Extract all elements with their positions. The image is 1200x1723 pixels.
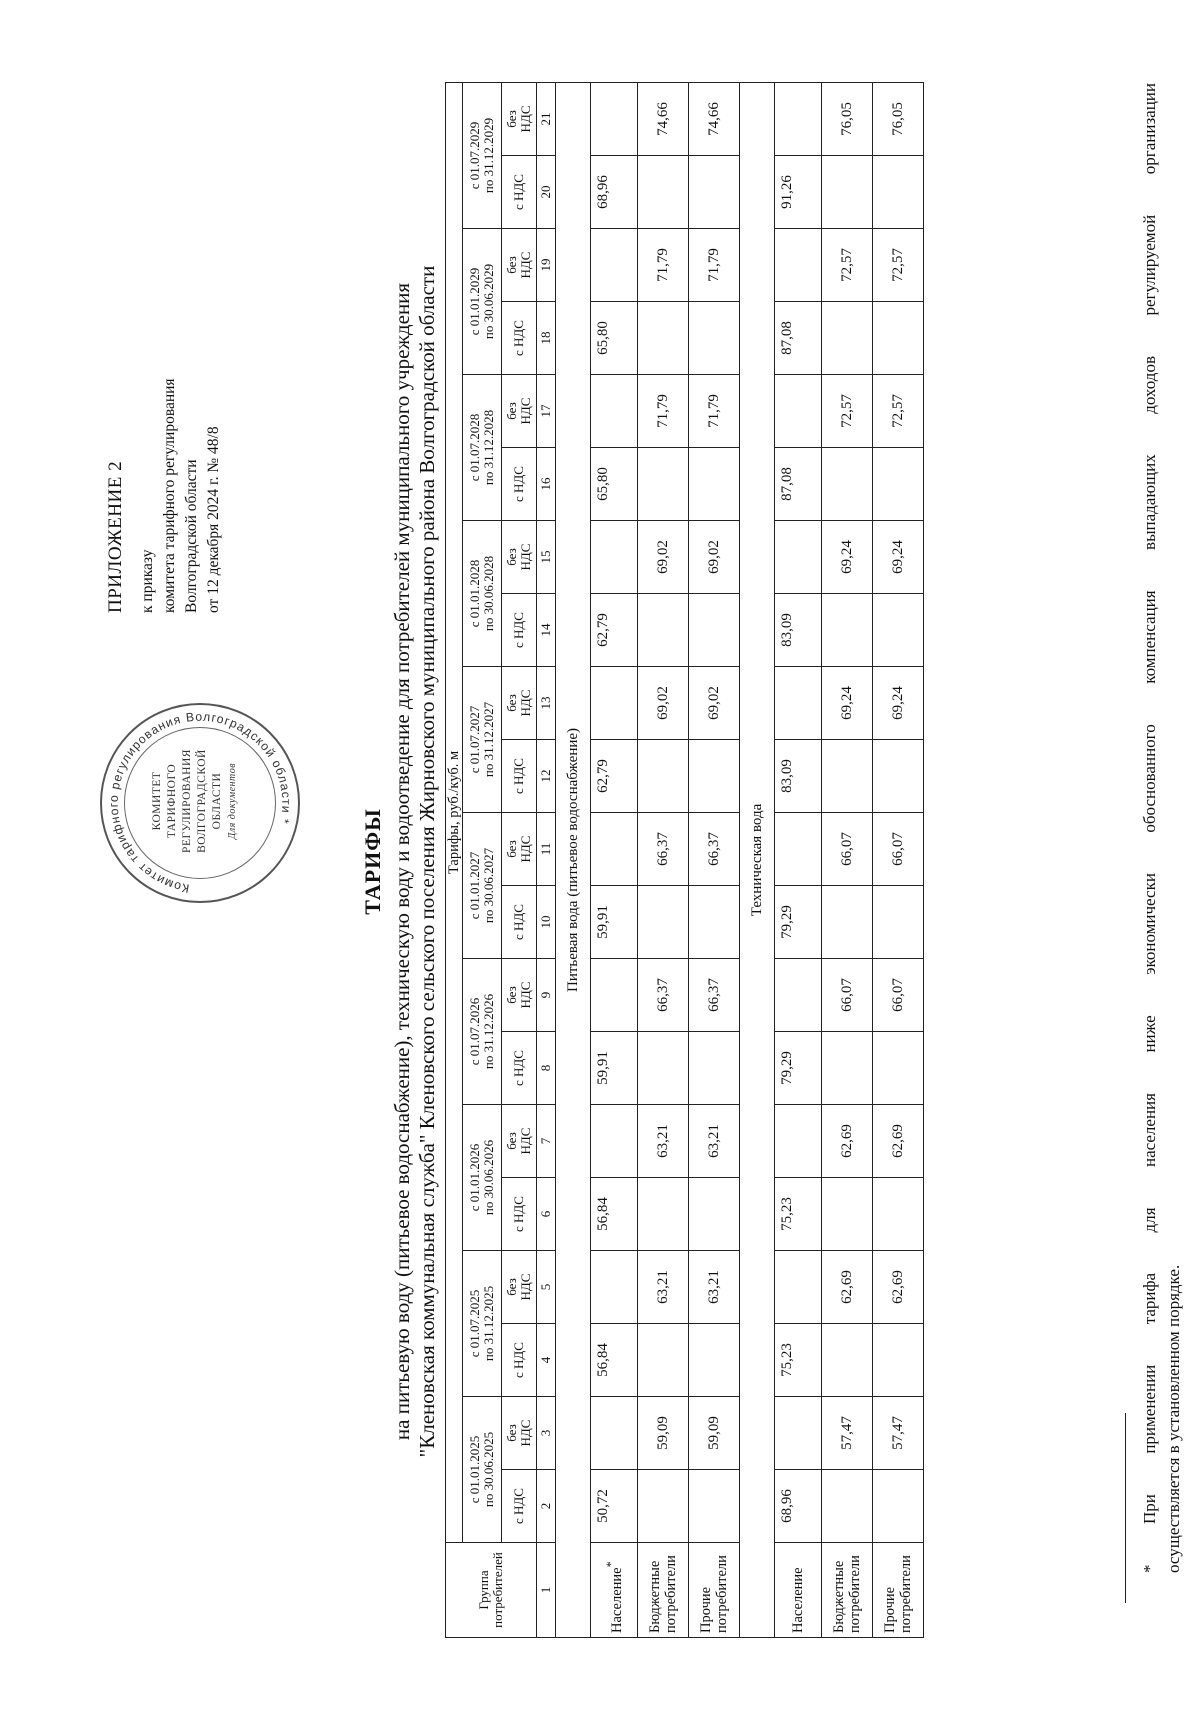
tariff-value: 79,29 <box>775 886 822 959</box>
period-header: с 01.01.2027 по 30.06.2027 <box>463 813 502 959</box>
tariff-value <box>591 959 638 1032</box>
tariff-value: 72,57 <box>822 229 873 302</box>
tariff-value <box>873 1324 924 1397</box>
column-number: 15 <box>537 521 556 594</box>
tariff-value <box>638 886 689 959</box>
column-number: 6 <box>537 1178 556 1251</box>
tariff-value: 62,69 <box>873 1251 924 1324</box>
column-number: 3 <box>537 1397 556 1470</box>
tariff-value <box>591 229 638 302</box>
tariff-value: 76,05 <box>873 82 924 155</box>
period-header: с 01.07.2025 по 31.12.2025 <box>463 1251 502 1397</box>
tariff-value: 71,79 <box>638 229 689 302</box>
consumer-group: Население* <box>591 1543 638 1638</box>
consumer-group: Бюджетные потребители <box>638 1543 689 1638</box>
tariff-value: 87,08 <box>775 302 822 375</box>
tariff-value: 65,80 <box>591 448 638 521</box>
period-header: с 01.01.2025 по 30.06.2025 <box>463 1397 502 1543</box>
tariff-value: 57,47 <box>822 1397 873 1470</box>
tariff-value <box>689 1324 740 1397</box>
tariff-value <box>775 1251 822 1324</box>
tariff-value: 71,79 <box>638 375 689 448</box>
tariff-value: 75,23 <box>775 1178 822 1251</box>
tariff-value: 83,09 <box>775 740 822 813</box>
with-vat-header: с НДС <box>502 1324 537 1397</box>
tariff-value <box>822 886 873 959</box>
tariff-value <box>873 1178 924 1251</box>
footnote <box>1138 83 1186 1573</box>
tariff-value <box>591 521 638 594</box>
tariff-value <box>775 667 822 740</box>
tariff-value <box>591 813 638 886</box>
tariff-value <box>638 448 689 521</box>
column-number: 5 <box>537 1251 556 1324</box>
consumer-group: Бюджетные потребители <box>822 1543 873 1638</box>
tariff-value: 68,96 <box>591 156 638 229</box>
tariff-value: 75,23 <box>775 1324 822 1397</box>
footnote-line: * При применении тарифа для населения ниже экономически обоснованного компенсация выпадающих доходов регулируемой организации <box>1140 83 1159 1573</box>
consumer-group: Прочие потребители <box>873 1543 924 1638</box>
tariff-value <box>638 1178 689 1251</box>
tariff-value: 72,57 <box>822 375 873 448</box>
with-vat-header: с НДС <box>502 740 537 813</box>
tariff-value <box>822 156 873 229</box>
appendix-label: ПРИЛОЖЕНИЕ 2 <box>105 460 126 613</box>
tariff-value: 63,21 <box>689 1251 740 1324</box>
without-vat-header: без НДС <box>502 1397 537 1470</box>
tariff-value <box>822 1032 873 1105</box>
subtitle-line: "Кленовская коммунальная служба" Кленовского сельского поселения Жирновского муниципального района Волгоградской области <box>415 265 439 1458</box>
table-row <box>591 82 638 1637</box>
vat-header-row <box>502 82 537 1637</box>
tariff-value <box>873 886 924 959</box>
official-stamp <box>100 703 300 903</box>
group-header: Группа потребителей <box>446 1543 537 1638</box>
table-row <box>689 82 740 1637</box>
tariff-value: 66,37 <box>638 959 689 1032</box>
column-number: 19 <box>537 229 556 302</box>
with-vat-header: с НДС <box>502 156 537 229</box>
tariff-value <box>689 594 740 667</box>
without-vat-header: без НДС <box>502 229 537 302</box>
tariff-value <box>775 229 822 302</box>
tariff-value: 62,79 <box>591 594 638 667</box>
tariff-value <box>873 594 924 667</box>
column-number: 7 <box>537 1105 556 1178</box>
tariff-value <box>775 375 822 448</box>
approval-line: от 12 декабря 2024 г. № 48/8 <box>205 426 222 613</box>
tariff-value: 63,21 <box>638 1105 689 1178</box>
without-vat-header: без НДС <box>502 959 537 1032</box>
tariff-value <box>591 667 638 740</box>
tariff-value: 66,37 <box>638 813 689 886</box>
tariff-value <box>591 1105 638 1178</box>
period-header: с 01.01.2029 по 30.06.2029 <box>463 229 502 375</box>
table-row <box>638 82 689 1637</box>
tariff-value <box>873 448 924 521</box>
table-row <box>775 82 822 1637</box>
period-header-row <box>463 82 502 1637</box>
without-vat-header: без НДС <box>502 813 537 886</box>
table-header-row <box>446 82 463 1637</box>
tariff-value: 91,26 <box>775 156 822 229</box>
period-header: с 01.01.2026 по 30.06.2026 <box>463 1105 502 1251</box>
column-number: 8 <box>537 1032 556 1105</box>
section-title: Техническая вода <box>740 82 775 1637</box>
column-number: 13 <box>537 667 556 740</box>
tariff-value: 62,69 <box>822 1105 873 1178</box>
tariff-header: Тарифы, руб./куб. м <box>446 82 463 1542</box>
tariff-value <box>689 302 740 375</box>
tariff-value: 69,24 <box>822 521 873 594</box>
without-vat-header: без НДС <box>502 375 537 448</box>
tariff-value <box>775 82 822 155</box>
tariff-value <box>638 302 689 375</box>
footnote-mark: * <box>604 1561 619 1568</box>
tariff-value: 57,47 <box>873 1397 924 1470</box>
tariff-value <box>689 886 740 959</box>
stamp-center-text: КОМИТЕТ ТАРИФНОГО РЕГУЛИРОВАНИЯ ВОЛГОГРАДСКОЙ ОБЛАСТИ Для документов <box>151 749 238 853</box>
tariff-value: 69,02 <box>638 667 689 740</box>
tariff-value <box>638 1324 689 1397</box>
footnote-line: осуществляется в установленном порядке. <box>1164 1264 1183 1573</box>
tariff-value: 66,07 <box>822 813 873 886</box>
approval-line: комитета тарифного регулирования <box>161 378 178 613</box>
tariff-value: 66,37 <box>689 959 740 1032</box>
subtitle-line: на питьевую воду (питьевое водоснабжение), техническую воду и водоотведение для потребителей муниципального учреждения <box>390 282 414 1441</box>
tariff-value <box>689 448 740 521</box>
tariff-value <box>873 1032 924 1105</box>
column-number: 16 <box>537 448 556 521</box>
tariff-value: 62,69 <box>873 1105 924 1178</box>
column-number: 9 <box>537 959 556 1032</box>
tariff-value: 76,05 <box>822 82 873 155</box>
with-vat-header: с НДС <box>502 1470 537 1543</box>
tariff-value <box>591 375 638 448</box>
tariff-value <box>822 448 873 521</box>
tariff-value: 59,09 <box>689 1397 740 1470</box>
tariff-value: 87,08 <box>775 448 822 521</box>
column-number: 11 <box>537 813 556 886</box>
tariff-value: 72,57 <box>873 229 924 302</box>
column-number-row <box>537 82 556 1637</box>
document-subtitle <box>390 0 440 1723</box>
with-vat-header: с НДС <box>502 1032 537 1105</box>
tariff-value: 62,79 <box>591 740 638 813</box>
tariff-value: 59,09 <box>638 1397 689 1470</box>
tariff-value <box>775 813 822 886</box>
tariff-value: 69,02 <box>638 521 689 594</box>
tariff-value <box>591 1251 638 1324</box>
section-header-row <box>740 82 775 1637</box>
svg-text:Комитет тарифного регулировани: Комитет тарифного регулирования Волгоградской области * <box>106 709 294 896</box>
tariff-value: 74,66 <box>638 82 689 155</box>
tariff-value <box>689 1470 740 1543</box>
tariff-value <box>591 82 638 155</box>
tariff-value: 66,37 <box>689 813 740 886</box>
tariff-value: 69,02 <box>689 667 740 740</box>
column-number: 20 <box>537 156 556 229</box>
without-vat-header: без НДС <box>502 521 537 594</box>
period-header: с 01.07.2027 по 31.12.2027 <box>463 667 502 813</box>
tariff-value: 59,91 <box>591 886 638 959</box>
without-vat-header: без НДС <box>502 1105 537 1178</box>
column-number: 12 <box>537 740 556 813</box>
tariff-value <box>822 594 873 667</box>
with-vat-header: с НДС <box>502 302 537 375</box>
tariff-value <box>775 1397 822 1470</box>
approval-block <box>137 378 225 613</box>
tariff-value <box>638 1470 689 1543</box>
column-number: 4 <box>537 1324 556 1397</box>
tariff-value: 83,09 <box>775 594 822 667</box>
with-vat-header: с НДС <box>502 886 537 959</box>
tariff-value <box>775 521 822 594</box>
tariff-value <box>822 1178 873 1251</box>
with-vat-header: с НДС <box>502 448 537 521</box>
tariff-value <box>822 740 873 813</box>
tariff-value <box>873 302 924 375</box>
tariff-value <box>638 1032 689 1105</box>
table-row <box>822 82 873 1637</box>
tariff-value <box>689 156 740 229</box>
column-number: 1 <box>537 1543 556 1638</box>
tariff-value <box>689 1178 740 1251</box>
tariff-value <box>689 740 740 813</box>
column-number: 21 <box>537 82 556 155</box>
tariff-value: 79,29 <box>775 1032 822 1105</box>
tariff-value <box>591 1397 638 1470</box>
with-vat-header: с НДС <box>502 1178 537 1251</box>
tariff-value: 56,84 <box>591 1324 638 1397</box>
tariff-value <box>775 959 822 1032</box>
column-number: 10 <box>537 886 556 959</box>
tariff-value: 59,91 <box>591 1032 638 1105</box>
tariff-value <box>775 1105 822 1178</box>
approval-line: к приказу <box>139 549 156 613</box>
tariff-value: 69,02 <box>689 521 740 594</box>
tariff-value <box>689 1032 740 1105</box>
with-vat-header: с НДС <box>502 594 537 667</box>
tariff-value: 63,21 <box>638 1251 689 1324</box>
tariff-value <box>822 1470 873 1543</box>
consumer-group: Прочие потребители <box>689 1543 740 1638</box>
period-header: с 01.07.2026 по 31.12.2026 <box>463 959 502 1105</box>
tariff-value <box>638 740 689 813</box>
tariff-value: 69,24 <box>873 667 924 740</box>
tariff-value: 56,84 <box>591 1178 638 1251</box>
tariff-value: 66,07 <box>873 813 924 886</box>
tariff-value: 71,79 <box>689 375 740 448</box>
tariff-table <box>445 82 924 1638</box>
period-header: с 01.01.2028 по 30.06.2028 <box>463 521 502 667</box>
tariff-value <box>873 156 924 229</box>
tariff-value <box>873 740 924 813</box>
period-header: с 01.07.2029 по 31.12.2029 <box>463 82 502 228</box>
tariff-value: 66,07 <box>822 959 873 1032</box>
without-vat-header: без НДС <box>502 1251 537 1324</box>
section-title: Питьевая вода (питьевое водоснабжение) <box>556 82 591 1637</box>
tariff-value: 69,24 <box>822 667 873 740</box>
tariff-value: 66,07 <box>873 959 924 1032</box>
tariff-value: 74,66 <box>689 82 740 155</box>
tariff-value: 50,72 <box>591 1470 638 1543</box>
column-number: 2 <box>537 1470 556 1543</box>
column-number: 18 <box>537 302 556 375</box>
without-vat-header: без НДС <box>502 667 537 740</box>
tariff-value <box>638 594 689 667</box>
period-header: с 01.07.2028 по 31.12.2028 <box>463 375 502 521</box>
tariff-value <box>822 302 873 375</box>
document-title: ТАРИФЫ <box>360 808 385 915</box>
tariff-value: 63,21 <box>689 1105 740 1178</box>
tariff-value <box>873 1470 924 1543</box>
column-number: 17 <box>537 375 556 448</box>
tariff-value: 72,57 <box>873 375 924 448</box>
consumer-group: Население <box>775 1543 822 1638</box>
tariff-value: 65,80 <box>591 302 638 375</box>
tariff-value: 69,24 <box>873 521 924 594</box>
tariff-value <box>822 1324 873 1397</box>
tariff-value <box>638 156 689 229</box>
tariff-value: 62,69 <box>822 1251 873 1324</box>
footnote-separator <box>1125 1413 1126 1603</box>
column-number: 14 <box>537 594 556 667</box>
without-vat-header: без НДС <box>502 82 537 155</box>
section-header-row <box>556 82 591 1637</box>
tariff-value: 68,96 <box>775 1470 822 1543</box>
approval-line: Волгоградской области <box>183 459 200 613</box>
table-row <box>873 82 924 1637</box>
tariff-value: 71,79 <box>689 229 740 302</box>
